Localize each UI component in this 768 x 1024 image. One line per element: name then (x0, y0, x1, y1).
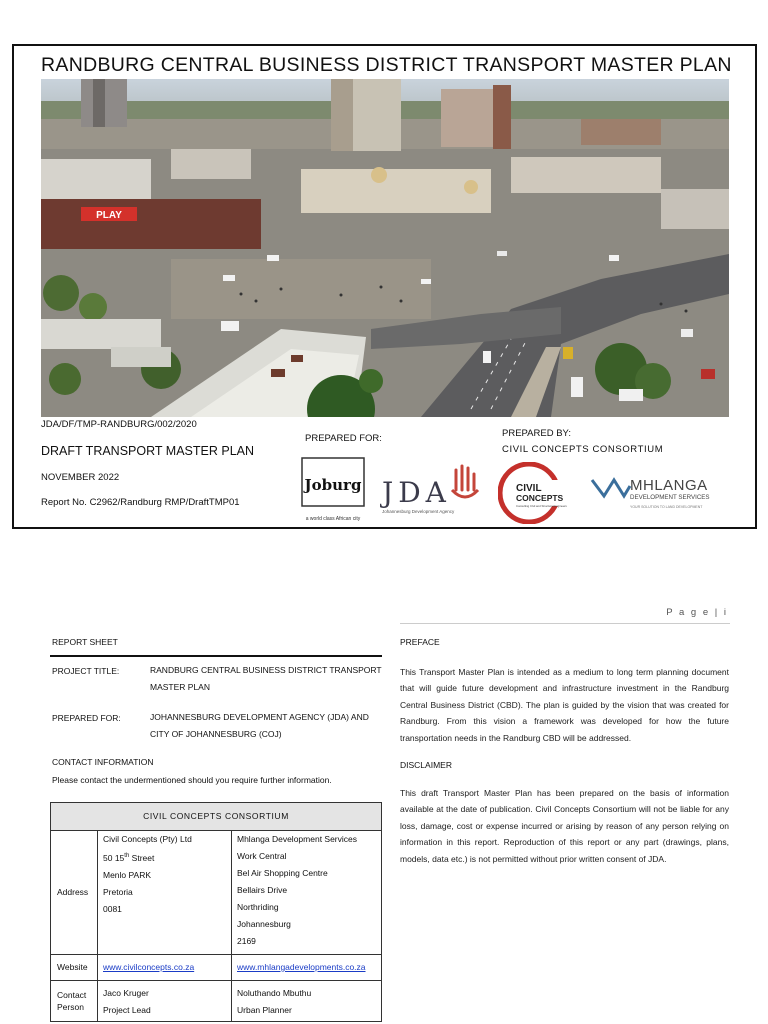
joburg-logo-tagline: a world class African city (305, 516, 361, 522)
cover-title: RANDBURG CENTRAL BUSINESS DISTRICT TRANSPORT MASTER PLAN (41, 54, 732, 76)
contact-info-text: Please contact the undermentioned should you require further information. (52, 775, 332, 785)
website-right-cell (232, 955, 382, 981)
contact-right-role: Urban Planner (237, 1005, 292, 1015)
prepared-for-label-sheet: PREPARED FOR: (52, 713, 121, 723)
contact-table (50, 802, 382, 1022)
contact-info-heading: CONTACT INFORMATION (52, 757, 154, 767)
report-sheet-rule (50, 655, 382, 657)
mhlanga-tag: YOUR SOLUTION TO LAND DEVELOPMENT (630, 505, 703, 509)
address-right-line: Bel Air Shopping Centre (237, 868, 328, 878)
report-sheet-heading: REPORT SHEET (52, 637, 118, 647)
address-right-line: Northriding (237, 902, 279, 912)
address-right-line: 2169 (237, 936, 256, 946)
prepared-by-name: CIVIL CONCEPTS CONSORTIUM (502, 444, 664, 455)
page-header-rule (400, 623, 730, 624)
civil-concepts-line1: CIVIL (516, 483, 542, 494)
jda-logo-letters: JDA (382, 476, 451, 509)
address-left-line: Pretoria (103, 886, 133, 897)
address-right-cell (232, 831, 382, 955)
contact-left-role: Project Lead (103, 1005, 151, 1015)
cover-date: NOVEMBER 2022 (41, 472, 120, 483)
prepared-for-label: PREPARED FOR: (305, 433, 382, 444)
preface-text: This Transport Master Plan is intended as a medium to long term planning document that will guide future development and infrastructure investment in the Randburg Central Business District (CBD). The plan is guided by the vision that was created for Randburg. From this vision a framework was developed for how the future transportation needs in the Randburg CBD will be addressed. (400, 667, 729, 743)
photo-sign: PLAY (96, 210, 122, 221)
mhlanga-logo (590, 466, 730, 518)
jda-logo-sub: Johannesburg Development Agency (382, 509, 455, 514)
contact-left-name: Jaco Kruger (103, 988, 149, 998)
address-left-cell (98, 831, 232, 955)
jda-reference: JDA/DF/TMP-RANDBURG/002/2020 (41, 419, 197, 430)
address-left-line: 0081 (103, 903, 122, 914)
disclaimer-heading: DISCLAIMER (400, 760, 452, 770)
jda-logo (380, 460, 486, 516)
prepared-for-value-sheet: JOHANNESBURG DEVELOPMENT AGENCY (JDA) AND CITY OF JOHANNESBURG (COJ) (150, 712, 369, 739)
website-left-cell (98, 955, 232, 981)
address-label: Address (51, 831, 98, 955)
cover-page (12, 44, 757, 529)
contact-left-cell (98, 981, 232, 1022)
address-left-line: Menlo PARK (103, 869, 152, 880)
aerial-photo (41, 79, 729, 417)
joburg-logo-word: Joburg (304, 476, 362, 494)
contact-right-name: Noluthando Mbuthu (237, 988, 312, 998)
report-number: Report No. C2962/Randburg RMP/DraftTMP01 (41, 497, 240, 508)
mhlanga-website-link[interactable]: www.mhlangadevelopments.co.za (237, 962, 366, 972)
civil-concepts-sub: Consulting Civil and Structural Engineers (516, 504, 567, 508)
joburg-logo (299, 456, 369, 526)
address-right-line: Mhlanga Development Services (237, 834, 358, 844)
website-label: Website (51, 955, 98, 981)
draft-title: DRAFT TRANSPORT MASTER PLAN (41, 444, 255, 458)
prepared-by-label: PREPARED BY: (502, 428, 571, 439)
contact-table-header: CIVIL CONCEPTS CONSORTIUM (51, 803, 382, 831)
project-title-value: RANDBURG CENTRAL BUSINESS DISTRICT TRANSPORT MASTER PLAN (150, 665, 382, 692)
page-number: P a g e | i (666, 607, 728, 618)
civil-concepts-line2: CONCEPTS (516, 493, 564, 503)
address-left-line: 50 15th Street (103, 852, 155, 863)
disclaimer-text: This draft Transport Master Plan has been prepared on the basis of information available at the date of publication. Civil Concepts Consortium will not be liable for any loss, damage, cost or expense incurred or arising by reason of any person relying on information in this report. Reproduction of this report or any part (drawings, plans, models, data etc.) is not permitted without prior written consent of JDA. (400, 788, 729, 864)
civil-concepts-logo (498, 462, 582, 524)
contact-right-cell (232, 981, 382, 1022)
civil-concepts-website-link[interactable]: www.civilconcepts.co.za (103, 962, 195, 972)
address-right-line: Bellairs Drive (237, 885, 288, 895)
contact-person-label: Contact Person (51, 981, 98, 1022)
project-title-label: PROJECT TITLE: (52, 666, 120, 676)
mhlanga-sub: DEVELOPMENT SERVICES (630, 494, 710, 501)
mhlanga-name: MHLANGA (630, 477, 708, 494)
address-right-line: Johannesburg (237, 919, 291, 929)
preface-heading: PREFACE (400, 637, 440, 647)
address-right-line: Work Central (237, 851, 287, 861)
address-left-line: Civil Concepts (Pty) Ltd (103, 834, 192, 844)
